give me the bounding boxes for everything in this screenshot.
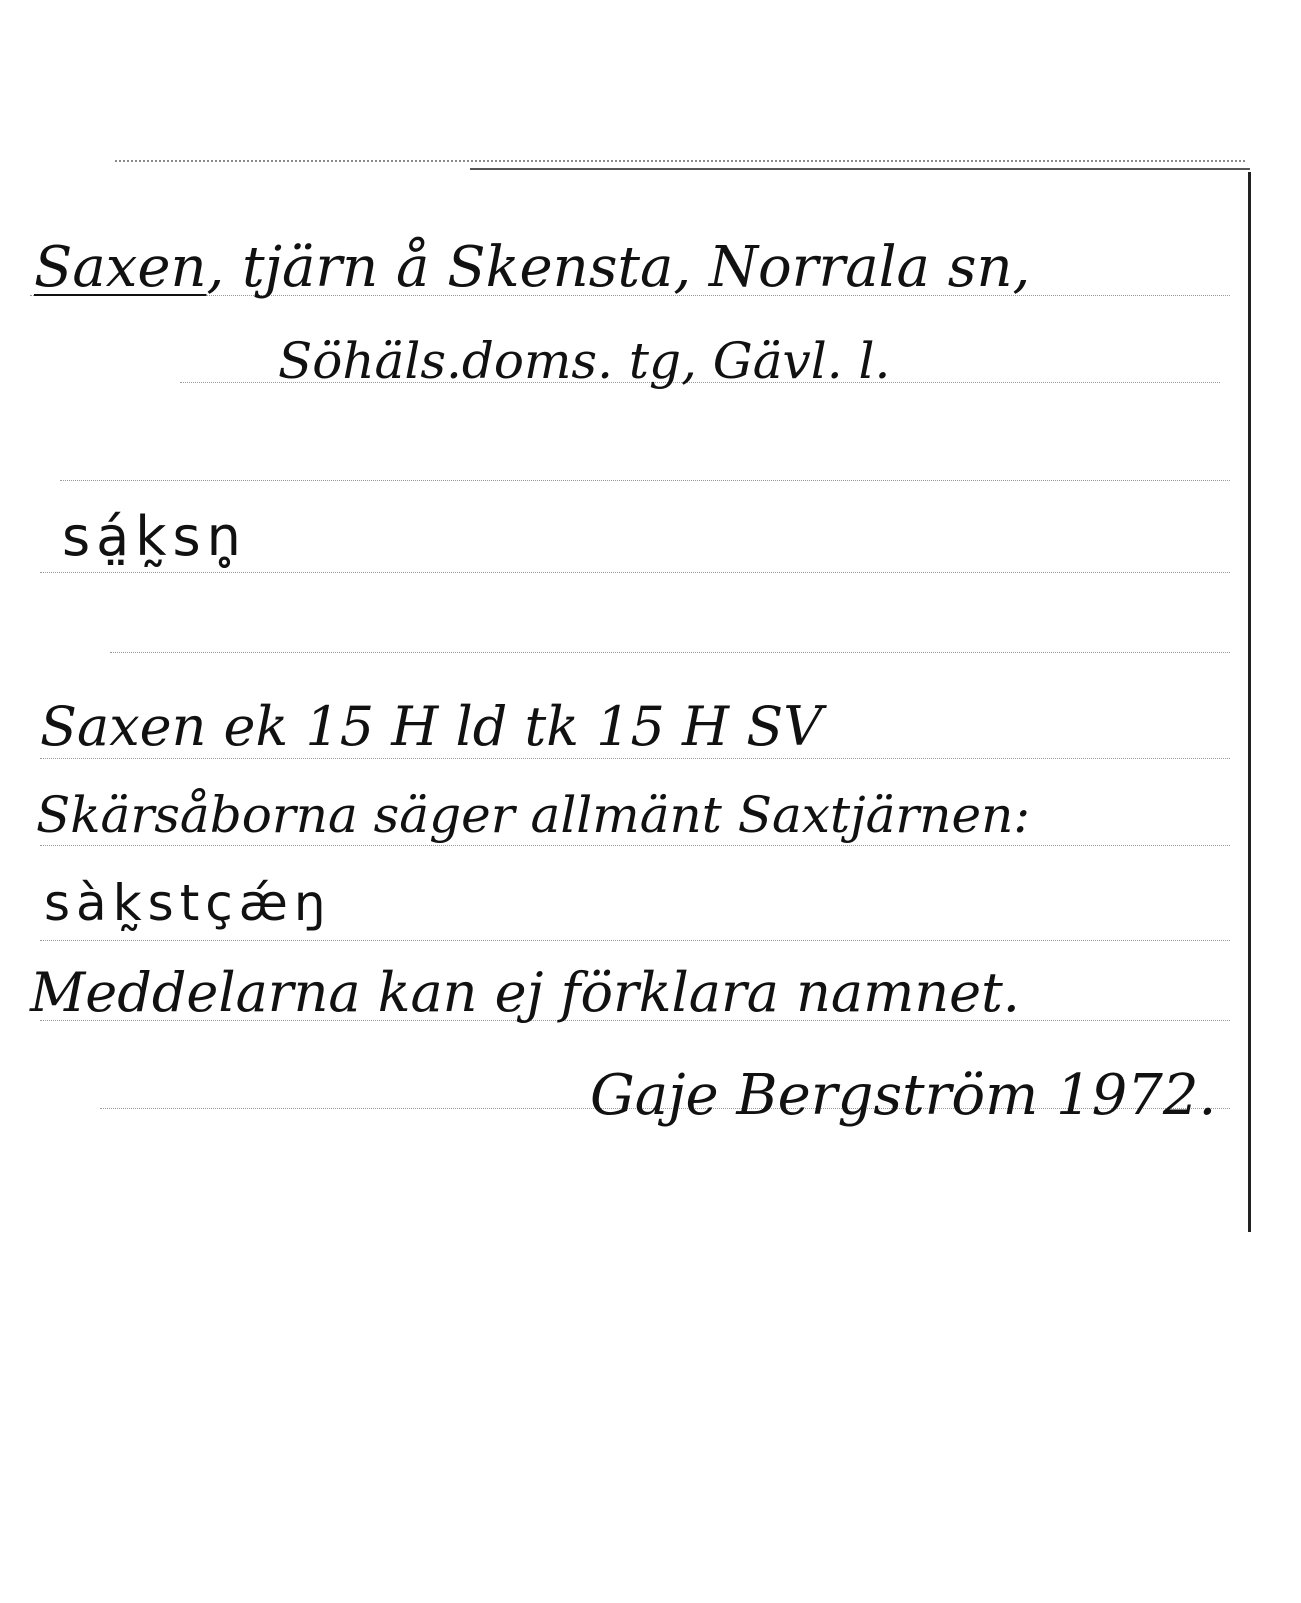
- card-right-border: [1248, 172, 1251, 1232]
- phonetic-transcription: sá̤k̰sn̥: [62, 505, 247, 568]
- ruled-line: [40, 572, 1230, 573]
- place-description: , tjärn å Skensta, Norrala sn,: [206, 235, 1031, 300]
- place-name: Saxen: [34, 235, 207, 300]
- local-name-line: Skärsåborna säger allmänt Saxtjärnen:: [36, 786, 1031, 844]
- heading-line: [34, 235, 1031, 300]
- ruled-line: [40, 940, 1230, 941]
- map-reference-line: Saxen ek 15 H ld tk 15 H SV: [40, 695, 823, 758]
- phonetic-transcription-2: sàk̰stçǽŋ: [44, 874, 332, 932]
- ruled-line: [40, 758, 1230, 759]
- explanation-line: Meddelarna kan ej förklara namnet.: [30, 961, 1020, 1024]
- ruled-line: [60, 480, 1230, 481]
- district-line: Söhäls.doms. tg, Gävl. l.: [278, 332, 891, 390]
- card-top-edge: [115, 160, 1245, 162]
- signature: Gaje Bergström 1972.: [590, 1063, 1217, 1128]
- card-top-border: [470, 168, 1250, 170]
- ruled-line: [110, 652, 1230, 653]
- ruled-line: [40, 845, 1230, 846]
